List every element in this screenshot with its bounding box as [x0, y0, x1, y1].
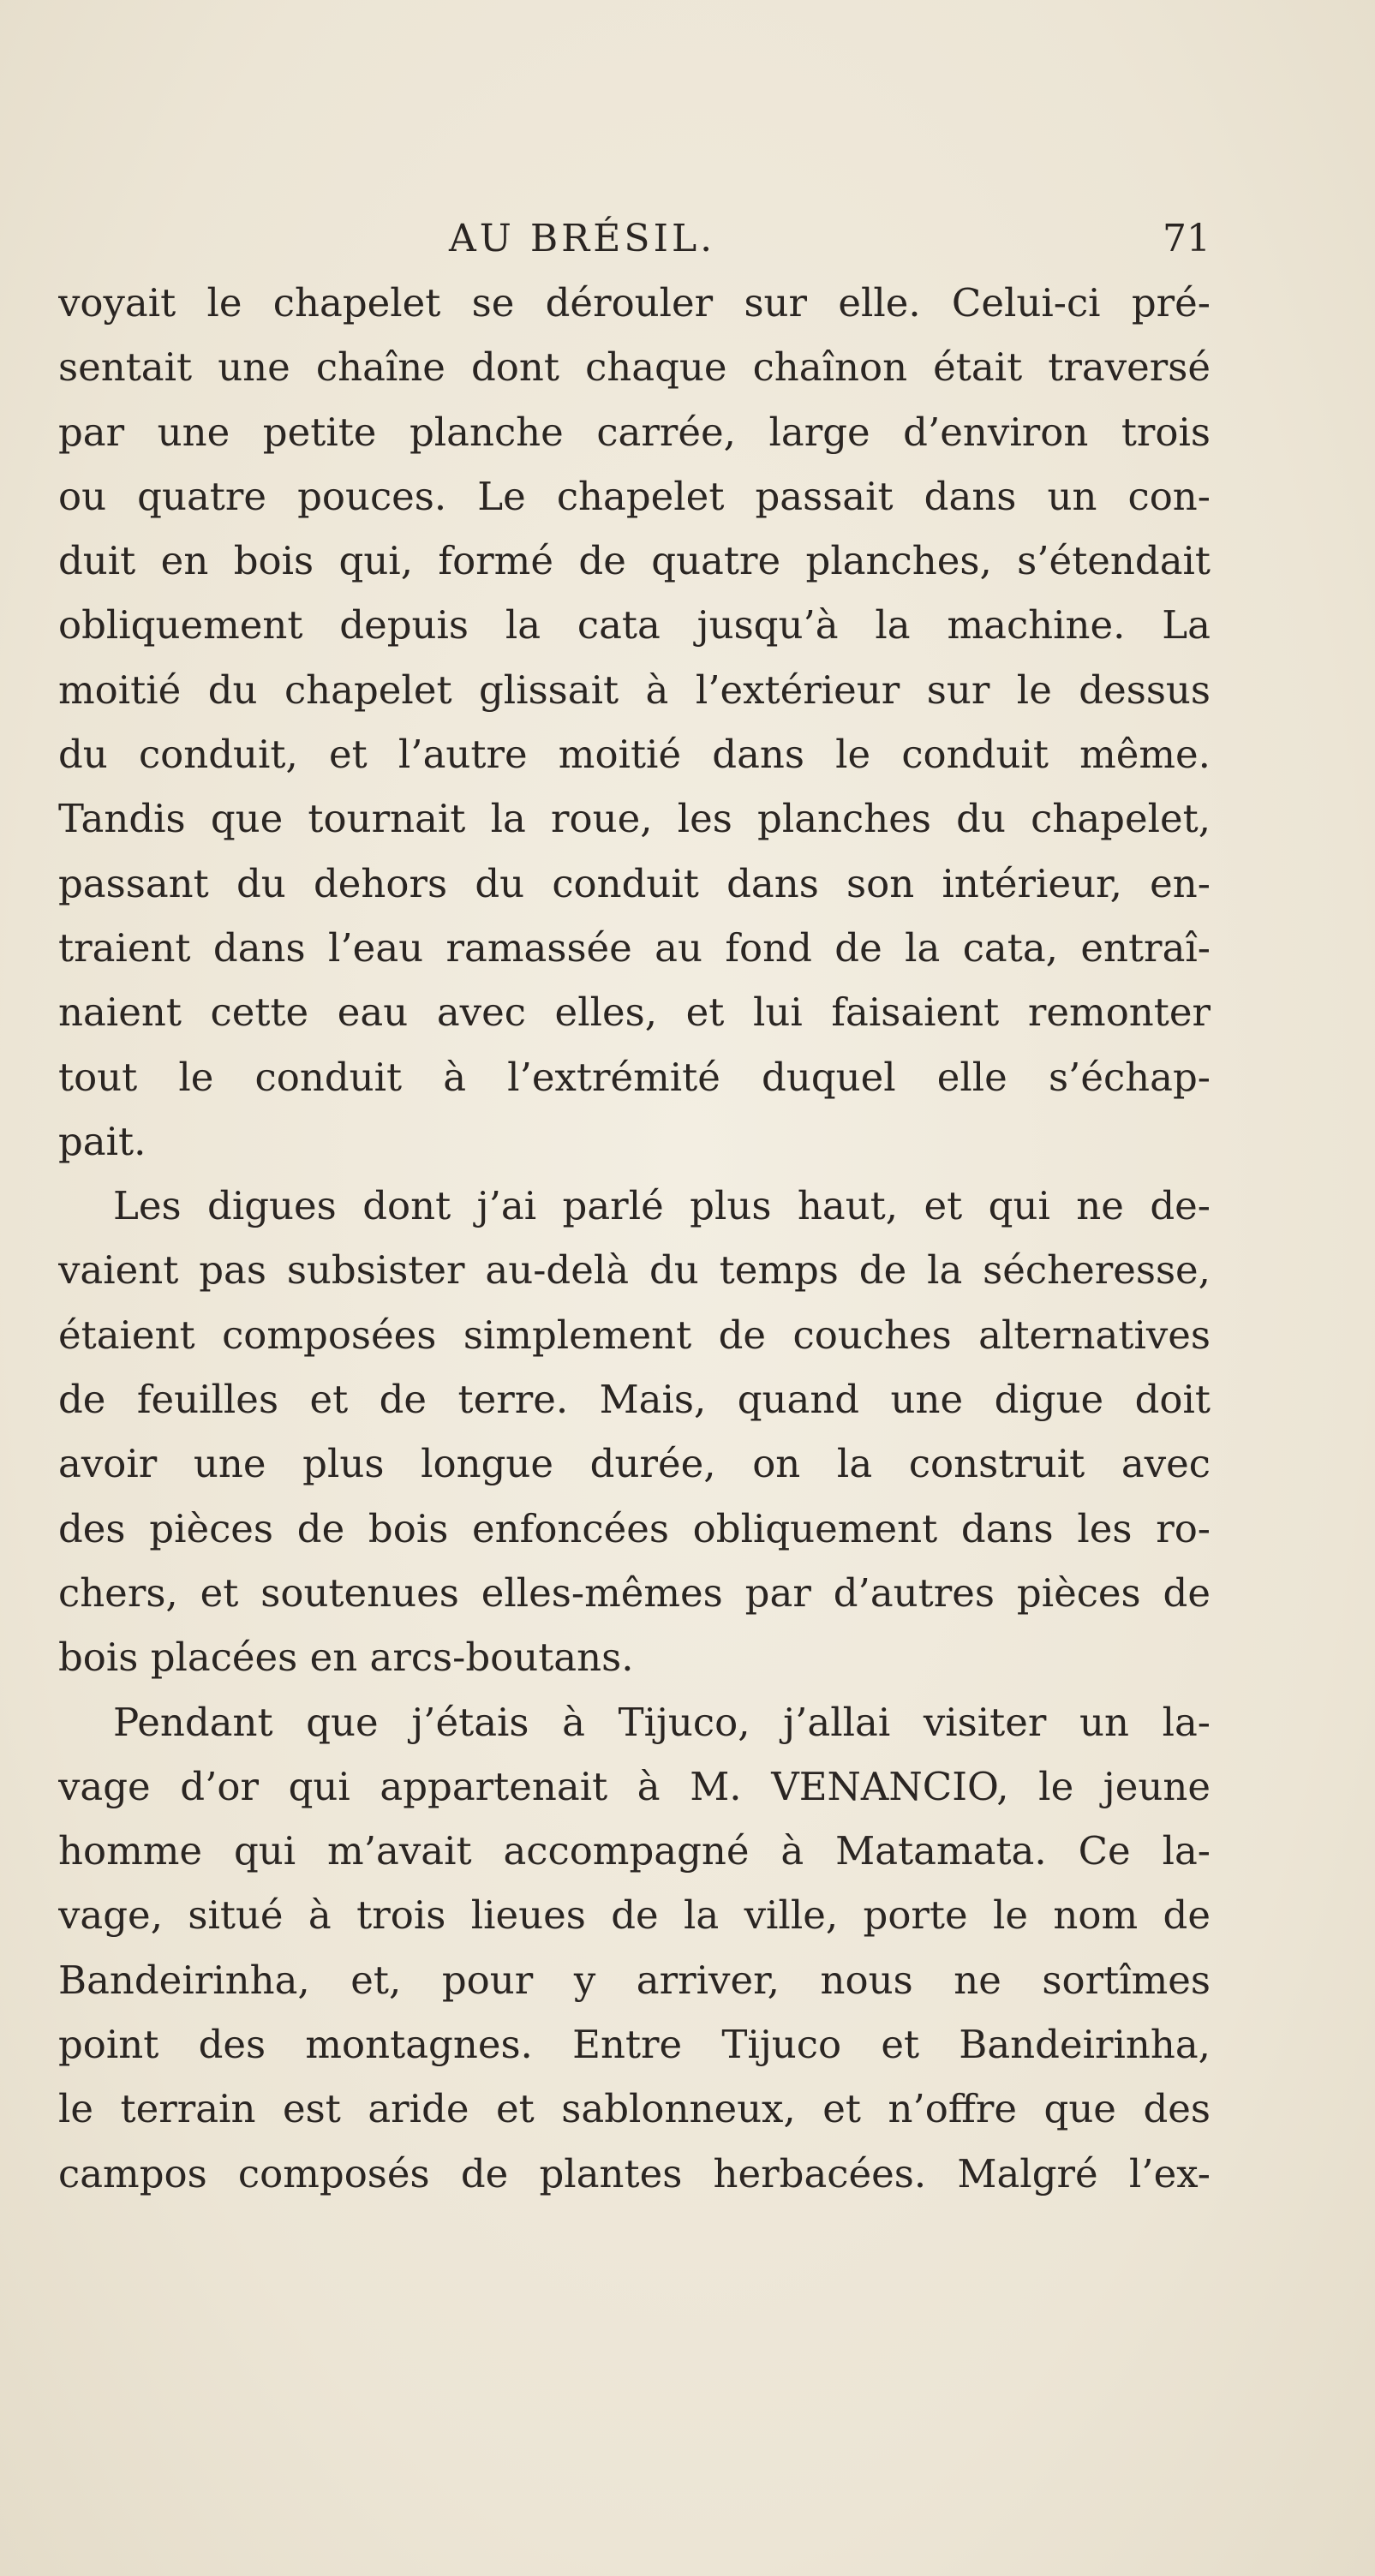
- text-line: bois placées en arcs-boutans.: [58, 1635, 634, 1681]
- text-line: obliquement depuis la cata jusqu’à la machine. La: [58, 602, 1211, 648]
- text-line: traient dans l’eau ramassée au fond de la cata, entraî-: [58, 924, 1211, 971]
- text-line: voyait le chapelet se dérouler sur elle. Celui-ci pré-: [58, 280, 1211, 326]
- page-header: [58, 209, 1211, 269]
- text-line: point des montagnes. Entre Tijuco et Bandeirinha,: [58, 2022, 1211, 2068]
- text-line: passant du dehors du conduit dans son intérieur, en-: [58, 860, 1211, 906]
- text-line: campos composés de plantes herbacées. Malgré l’ex-: [58, 2150, 1211, 2196]
- text-line: moitié du chapelet glissait à l’extérieur sur le dessus: [58, 666, 1211, 713]
- text-line: Les digues dont j’ai parlé plus haut, et qui ne de-: [113, 1183, 1211, 1229]
- text-line: homme qui m’avait accompagné à Matamata. Ce la-: [58, 1828, 1211, 1874]
- text-line: tout le conduit à l’extrémité duquel elle s’échap-: [58, 1054, 1211, 1100]
- running-head: AU BRÉSIL.: [449, 217, 716, 260]
- text-line: naient cette eau avec elles, et lui faisaient remonter: [58, 989, 1211, 1036]
- body-text: [58, 271, 1211, 2206]
- text-line: des pièces de bois enfoncées obliquement dans les ro-: [58, 1505, 1211, 1551]
- text-line: vaient pas subsister au-delà du temps de la sécheresse,: [58, 1247, 1211, 1294]
- text-line: de feuilles et de terre. Mais, quand une digue doit: [58, 1377, 1211, 1423]
- text-line: étaient composées simplement de couches alternatives: [58, 1312, 1211, 1358]
- text-line: du conduit, et l’autre moitié dans le conduit même.: [58, 732, 1211, 778]
- paragraph: [58, 1174, 1211, 1689]
- text-line: vage, situé à trois lieues de la ville, porte le nom de: [58, 1892, 1211, 1939]
- page-number: 71: [1163, 217, 1211, 260]
- paragraph: [58, 271, 1211, 1174]
- text-line: Tandis que tournait la roue, les planches du chapelet,: [58, 796, 1211, 842]
- text-line: vage d’or qui appartenait à M. VENANCIO, le jeune: [58, 1763, 1211, 1809]
- text-line: sentait une chaîne dont chaque chaînon était traversé: [58, 344, 1211, 391]
- text-line: avoir une plus longue durée, on la construit avec: [58, 1441, 1211, 1487]
- text-line: Bandeirinha, et, pour y arriver, nous ne sortîmes: [58, 1957, 1211, 2003]
- text-line: ou quatre pouces. Le chapelet passait dans un con-: [58, 473, 1211, 519]
- text-line: Pendant que j’étais à Tijuco, j’allai visiter un la-: [113, 1699, 1211, 1745]
- paragraph: [58, 1690, 1211, 2206]
- text-line: duit en bois qui, formé de quatre planches, s’étendait: [58, 538, 1211, 584]
- text-line: chers, et soutenues elles-mêmes par d’autres pièces de: [58, 1569, 1211, 1616]
- text-line: le terrain est aride et sablonneux, et n’offre que des: [58, 2086, 1211, 2132]
- text-line: par une petite planche carrée, large d’environ trois: [58, 409, 1211, 455]
- text-line: pait.: [58, 1118, 146, 1164]
